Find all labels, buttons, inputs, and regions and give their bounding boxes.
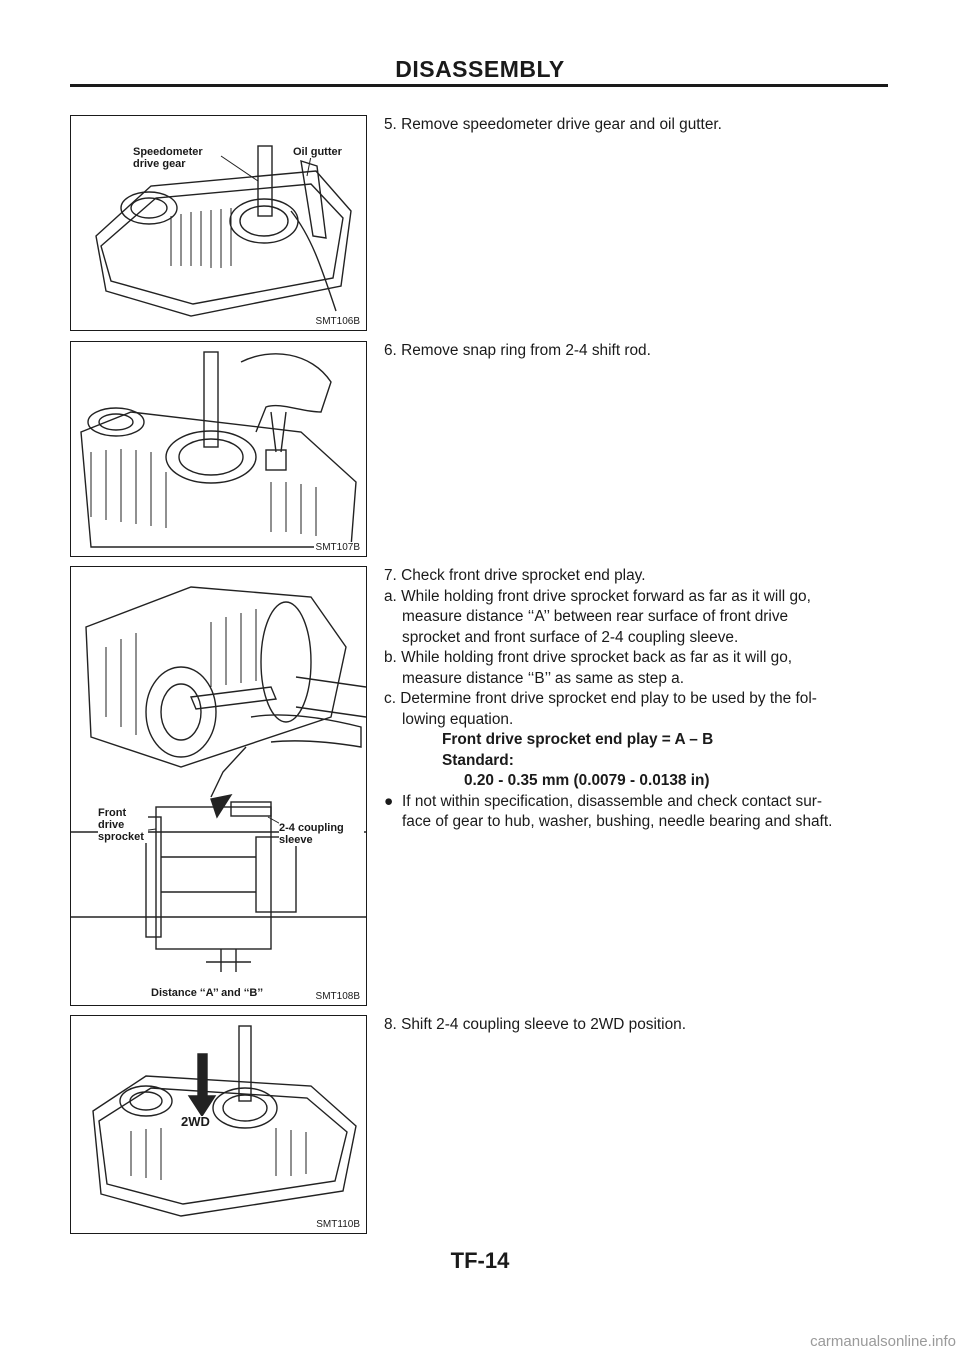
figure-illustration bbox=[71, 342, 367, 557]
figure-code: SMT108B bbox=[315, 991, 360, 1002]
step-5-text: 5. Remove speedometer drive gear and oil gutter. bbox=[384, 116, 722, 133]
step-7-title: 7. Check front drive sprocket end play. bbox=[384, 567, 646, 584]
note-item bbox=[384, 792, 889, 813]
bullet-icon: ● bbox=[384, 792, 394, 810]
label-oil-gutter: Oil gutter bbox=[293, 146, 342, 158]
step-8 bbox=[384, 1015, 889, 1036]
page-number: TF-14 bbox=[450, 1248, 510, 1273]
label-distance-a-b: Distance ‘‘A’’ and ‘‘B’’ bbox=[151, 987, 264, 999]
step-7c-line1: c. Determine front drive sprocket end play to be used by the fol- bbox=[384, 690, 817, 707]
label-front-drive-sprocket: Front drive sprocket bbox=[98, 807, 148, 843]
step-5 bbox=[384, 115, 889, 136]
label-2wd: 2WD bbox=[181, 1114, 210, 1129]
step-7b-line1: b. While holding front drive sprocket back as far as it will go, bbox=[384, 649, 793, 666]
figure-end-play bbox=[70, 566, 367, 1006]
standard-value: 0.20 - 0.35 mm (0.0079 - 0.0138 in) bbox=[464, 772, 710, 789]
figure-code: SMT110B bbox=[316, 1219, 360, 1230]
label-speedometer-drive-gear: Speedometer drive gear bbox=[133, 146, 213, 170]
figure-code: SMT107B bbox=[315, 542, 360, 553]
note-line1: If not within specification, disassemble and check contact sur- bbox=[402, 792, 823, 810]
step-7a-line2: measure distance ‘‘A’’ between rear surface of front drive bbox=[402, 608, 789, 625]
page-title: DISASSEMBLY bbox=[395, 56, 565, 82]
figure-illustration bbox=[71, 1016, 367, 1234]
figure-illustration bbox=[71, 567, 367, 1006]
step-7a-line1: a. While holding front drive sprocket forward as far as it will go, bbox=[384, 587, 811, 605]
note-line2: face of gear to hub, washer, bushing, needle bearing and shaft. bbox=[402, 813, 833, 830]
figure-snap-ring bbox=[70, 341, 367, 557]
figure-speedometer-gear bbox=[70, 115, 367, 331]
step-6-text: 6. Remove snap ring from 2-4 shift rod. bbox=[384, 342, 651, 359]
step-6 bbox=[384, 341, 889, 362]
header-rule bbox=[70, 84, 888, 87]
label-coupling-sleeve: 2-4 coupling sleeve bbox=[279, 822, 364, 846]
step-7 bbox=[384, 566, 889, 833]
figure-2wd-position bbox=[70, 1015, 367, 1234]
standard-label: Standard: bbox=[442, 751, 514, 769]
step-7c-line2: lowing equation. bbox=[402, 710, 514, 728]
watermark: carmanualsonline.info bbox=[810, 1333, 956, 1350]
step-8-text: 8. Shift 2-4 coupling sleeve to 2WD position. bbox=[384, 1016, 686, 1033]
step-7a-line3: sprocket and front surface of 2-4 coupling sleeve. bbox=[402, 628, 739, 646]
equation: Front drive sprocket end play = A – B bbox=[442, 731, 714, 748]
step-7b-line2: measure distance ‘‘B’’ as same as step a. bbox=[402, 669, 685, 687]
figure-code: SMT106B bbox=[315, 316, 360, 327]
